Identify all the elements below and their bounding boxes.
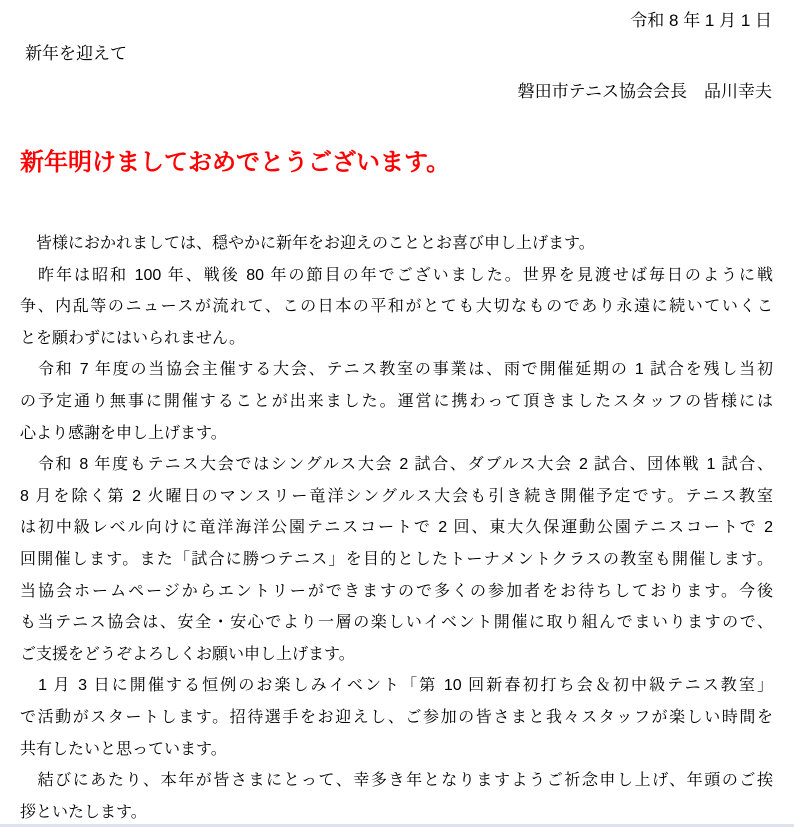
body-line: は初中級レベル向けに竜洋海洋公園テニスコートで 2 回、東大久保運動公園テニスコートで 2 <box>20 519 773 537</box>
body-line: 回開催します。また「試合に勝つテニス」を目的としたトーナメントクラスの教室も開催します。 <box>20 550 773 568</box>
body-line: 8 月を除く第 2 火曜日のマンスリー竜洋シングルス大会も引き続き開催予定です。テニス教室 <box>20 487 773 505</box>
body-line: 令和 7 年度の当協会主催する大会、テニス教室の事業は、雨で開催延期の 1 試合を残し当初 <box>20 361 773 379</box>
body-line: 1 月 3 日に開催する恒例のお楽しみイベント「第 10 回新春初打ち会＆初中級テニス教室」 <box>20 677 773 695</box>
greeting-headline: 新年明けましておめでとうございます。 <box>20 149 451 176</box>
body-line: 心より感謝を申し上げます。 <box>20 424 227 442</box>
body-line: も当テニス協会は、安全・安心でより一層の楽しいイベント開催に取り組んでまいりますので、 <box>20 614 773 632</box>
body-line: で活動がスタートします。招待選手をお迎えし、ご参加の皆さまと我々スタッフが楽しい時間を <box>20 708 773 726</box>
body-line: 当協会ホームページからエントリーができますので多くの参加者をお待ちしております。今後 <box>20 582 773 600</box>
body-line: 昨年は昭和 100 年、戦後 80 年の節目の年でございました。世界を見渡せば毎日のように戦 <box>20 266 773 284</box>
body-line: 共有したいと思っています。 <box>20 740 227 758</box>
body-line: の予定通り無事に開催することが出来ました。運営に携わって頂きましたスタッフの皆様には <box>20 392 773 410</box>
body-line: 拶といたします。 <box>20 803 147 821</box>
author-signature: 磐田市テニス協会会長 品川幸夫 <box>517 82 772 101</box>
body-line: 令和 8 年度もテニス大会ではシングルス大会 2 試合、ダブルス大会 2 試合、団体戦 1 試合、 <box>20 456 773 474</box>
body-line: 争、内乱等のニュースが流れて、この日本の平和がとても大切なものであり永遠に続いていくこ <box>20 298 773 316</box>
body-line: とを願わずにはいられません。 <box>20 329 245 347</box>
letter-body <box>20 228 773 827</box>
document-date: 令和 8 年 1 月 1 日 <box>630 11 772 30</box>
body-line: 皆様におかれましては、穏やかに新年をお迎えのこととお喜び申し上げます。 <box>20 235 595 252</box>
body-line: 結びにあたり、本年が皆さまにとって、幸多き年となりますようご祈念申し上げ、年頭のご挨 <box>20 772 773 790</box>
body-line: ご支援をどうぞよろしくお願い申し上げます。 <box>20 645 355 663</box>
document-title: 新年を迎えて <box>25 44 127 63</box>
